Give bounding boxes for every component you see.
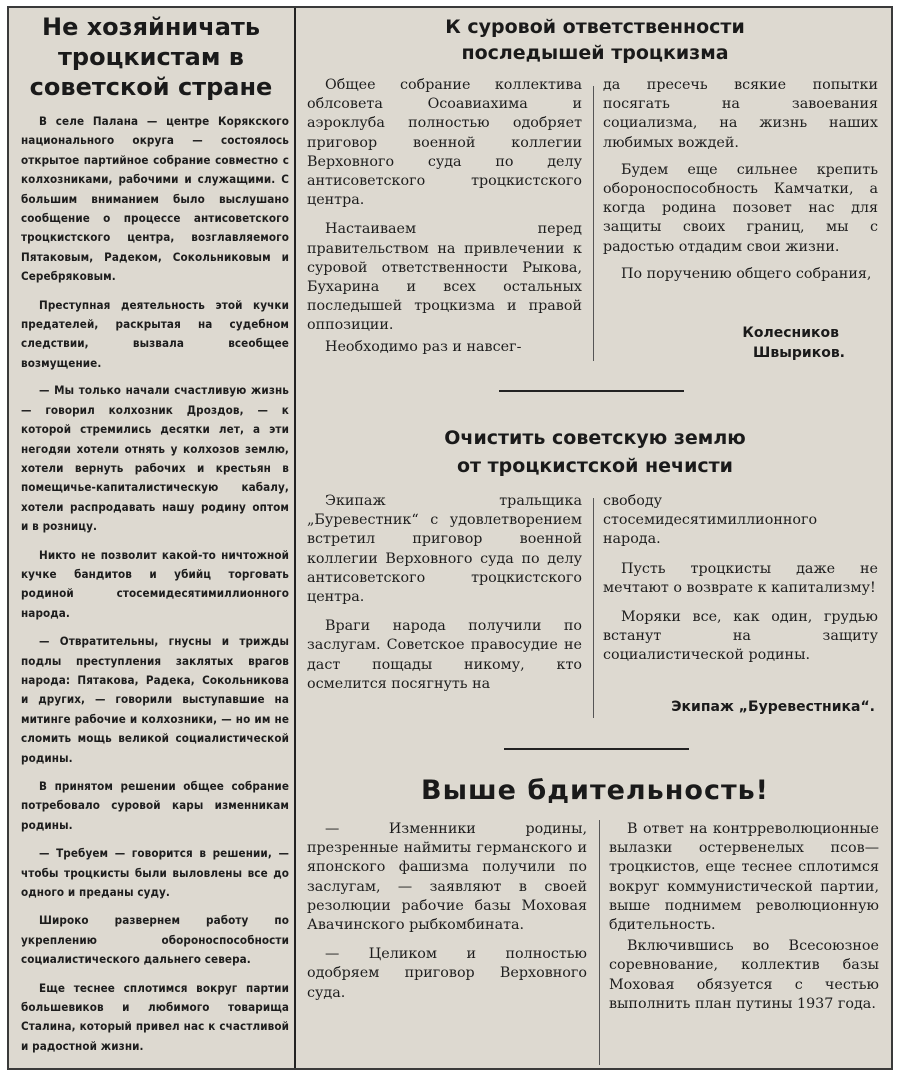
paragraph: Преступная деятельность этой кучки предателей, раскрытая на судебном следствии, вызвала всеобщее возмущение. <box>21 297 289 370</box>
paragraph: В ответ на контрреволюционные вылазки остервенелых псов—троцкистов, еще теснее сплотимся вокруг коммунистической партии, выше поднимем революционную бдительность. <box>609 821 879 934</box>
section-divider <box>499 390 684 392</box>
column-divider <box>593 86 594 361</box>
signature: Колесников <box>742 325 839 341</box>
signature: Швыриков. <box>753 345 845 361</box>
signature: Экипаж „Буревестника“. <box>671 699 875 715</box>
paragraph: Враги народа получили по заслугам. Советское правосудие не даст пощады никому, кто осмелится посягнуть на <box>307 618 582 692</box>
middle-article-title <box>307 424 883 480</box>
paragraph: да пресечь всякие попытки посягать на завоевания социализма, на жизнь наших любимых вождей. <box>603 77 878 151</box>
bottom-article-col2 <box>609 820 879 1014</box>
title-line: Очистить советскую землю <box>444 427 746 449</box>
bottom-article-col1 <box>307 820 587 1003</box>
left-article-body <box>21 112 289 1056</box>
paragraph: Будем еще сильнее крепить обороноспособность Камчатки, а когда родина позовет нас для защиты своих границ, мы с радостью отдадим свои жизни. <box>603 161 878 255</box>
paragraph: — Целиком и полностью одобряем приговор Верховного суда. <box>307 946 587 1001</box>
paragraph: Никто не позволит какой-то ничтожной кучке бандитов и убийц торговать родиной стосемидесятимиллионного народа. <box>21 547 289 620</box>
paragraph: — Отвратительны, гнусны и трижды подлы преступления заклятых врагов народа: Пятакова, Радека, Сокольникова и других, — говорили выступавшие на митинге рабочие и колхозники, — но им не сломить мощь великой социалистической родины. <box>21 634 289 765</box>
paragraph: Включившись во Всесоюзное соревнование, коллектив базы Моховая обязуется с честью выполнить план путины 1937 года. <box>609 938 879 1012</box>
paragraph: В принятом решении общее собрание потребовало суровой кары изменникам родины. <box>21 779 289 832</box>
paragraph: В селе Палана — центре Корякского национального округа — состоялось открытое партийное собрание совместно с колхозниками, рабочими и служащими. С большим вниманием было выслушано сообщение о процессе антисоветского троцкистского центра, возглавляемого Пятаковым, Радеком, Сокольниковым и Серебряковым. <box>21 114 289 284</box>
paragraph: свободу стосемидесятимиллионного народа. <box>603 493 818 548</box>
title-line: от троцкистской нечисти <box>456 455 733 477</box>
newspaper-page <box>7 6 893 1070</box>
paragraph: Еще теснее сплотимся вокруг партии большевиков и любимого товарища Сталина, который привел нас к счастливой и радостной жизни. <box>21 980 289 1053</box>
paragraph: Широко развернем работу по укреплению обороноспособности социалистического дальнего севера. <box>21 913 289 967</box>
column-divider <box>593 498 594 718</box>
section-divider <box>504 748 689 750</box>
middle-article-col1 <box>307 492 582 694</box>
paragraph: Пусть троцкисты даже не мечтают о возврате к капитализму! <box>603 560 878 596</box>
middle-article-col2 <box>603 492 878 666</box>
paragraph: — Мы только начали счастливую жизнь — говорил колхозник Дроздов, — к которой стремились десятки лет, а эти негодяи хотели отнять у колхозов землю, хотели вернуть рабочих и крестьян в помещичье-капиталистическую кабалу, хотели распродавать нашу родину оптом и в розницу. <box>21 383 289 534</box>
top-article-col1 <box>307 76 582 357</box>
paragraph: Необходимо раз и навсег- <box>325 338 522 355</box>
bottom-article-title: Выше бдительность! <box>420 775 769 806</box>
top-article-col2 <box>603 76 878 284</box>
top-article-title <box>307 14 883 66</box>
paragraph: Общее собрание коллектива облсовета Осоавиахима и аэроклуба полностью одобряет приговор военной коллегии Верховного суда по делу антисоветского троцкистского центра. <box>307 77 582 209</box>
title-line: последышей троцкизма <box>461 42 729 64</box>
column-divider <box>599 820 600 1065</box>
paragraph: — Требуем — говорится в решении, — чтобы троцкисты были выловлены все до одного и преданы суду. <box>21 846 289 900</box>
paragraph: Экипаж тральщика „Буревестник“ с удовлетворением встретил приговор военной коллегии Верховного суда по делу антисоветского троцкистского центра. <box>307 493 582 606</box>
left-article-title: Не хозяйничать троцкистам в советской стране <box>29 13 273 101</box>
paragraph: — Изменники родины, презренные наймиты германского и японского фашизма получили по заслугам, — заявляют в своей резолюции рабочие базы Моховая Авачинского рыбкомбината. <box>307 821 587 934</box>
column-divider <box>294 8 296 1068</box>
paragraph: Моряки все, как один, грудью встанут на защиту социалистической родины. <box>603 609 878 664</box>
title-line: К суровой ответственности <box>445 16 745 38</box>
paragraph: По поручению общего собрания, <box>621 265 872 282</box>
paragraph: Настаиваем перед правительством на привлечении к суровой ответственности Рыкова, Бухарина и всех остальных последышей троцкизма и правой оппозиции. <box>307 221 582 334</box>
